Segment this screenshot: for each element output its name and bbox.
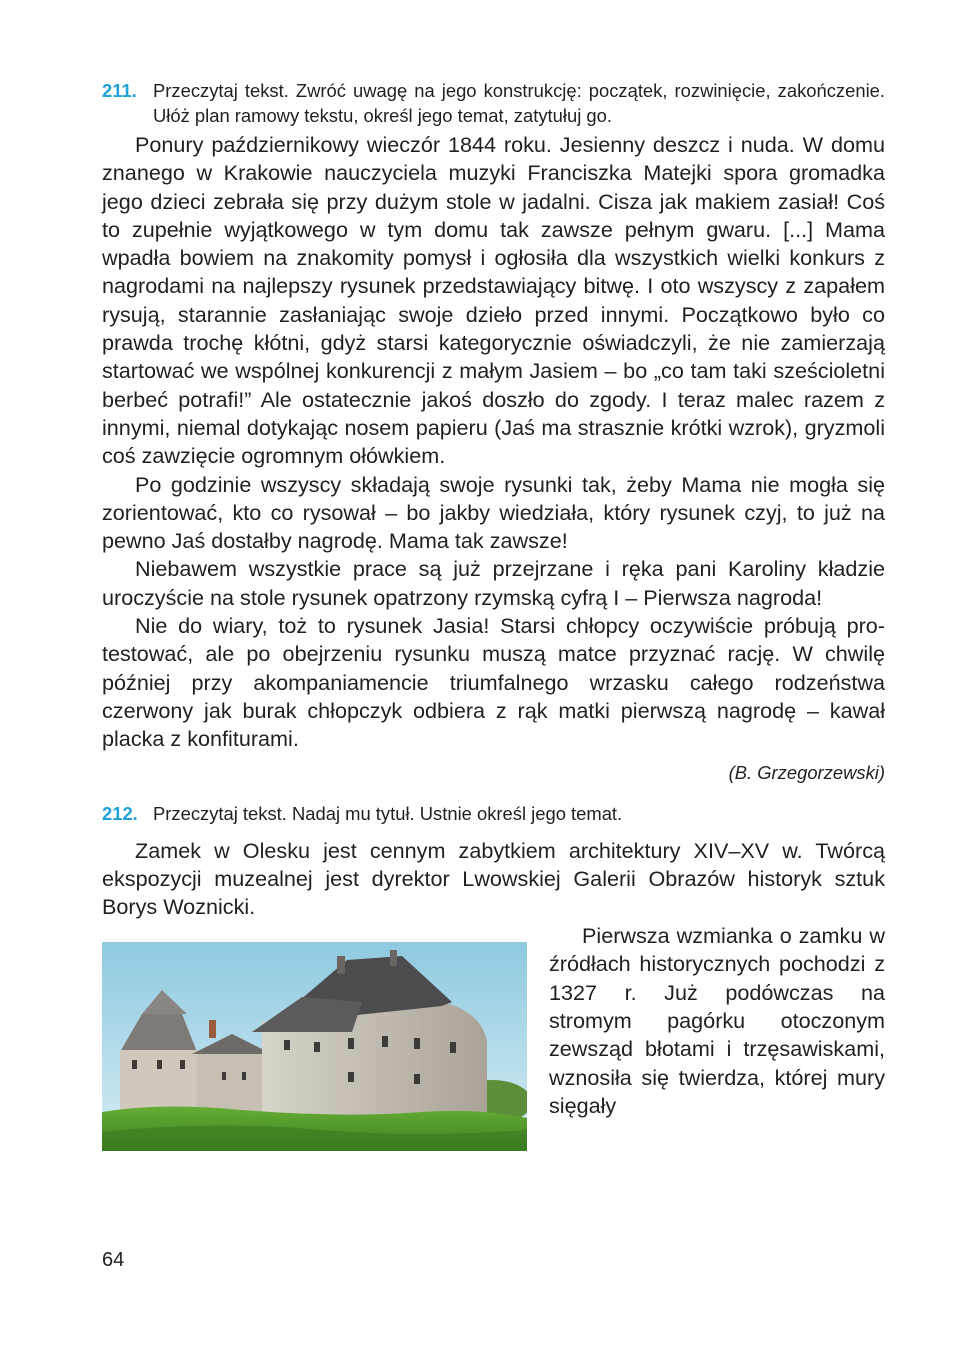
story-attribution: (B. Grzegorzewski): [728, 761, 885, 783]
task-instruction: Przeczytaj tekst. Zwróć uwagę na jego konstrukcję: początek, rozwinięcie, zakończenie. Ułóż plan ramowy tekstu, określ jego temat, zatytułuj go.: [153, 80, 885, 126]
castle-paragraph-2: Pierwsza wzmianka o zamku w źródłach historycznych pochodzi z 1327 r. Już podówczas na stromym pagórku otoczonym zewsząd błotami i trzęsawiskami, wznosiła się twierdza, której mury sięgały: [549, 922, 885, 1119]
task-212: [102, 801, 885, 826]
page-number: 64: [102, 1249, 125, 1271]
task-instruction: Przeczytaj tekst. Nadaj mu tytuł. Ustnie określ jego temat.: [153, 802, 623, 824]
task-number: 212.: [102, 802, 138, 824]
page-content: [102, 78, 885, 1155]
story-paragraph: Po godzinie wszyscy składają swoje rysunki tak, żeby Mama nie mogła się zorientować, kto co rysował – bo jakby wiedziała, który rysunek czyj, to już na pewno Jaś dostałby nagrodę. Mama tak zawsze!: [102, 471, 885, 554]
castle-paragraph-1: Zamek w Olesku jest cennym zabytkiem architektury XIV–XV w. Twórcą ekspozycji muzealnej jest dyrektor Lwowskiej Galerii Obrazów historyk sztuk Borys Woznicki.: [102, 837, 885, 920]
task-211: [102, 78, 885, 128]
story-paragraph: Niebawem wszystkie prace są już przejrzane i ręka pani Karoliny kładzie uroczyście na stole rysunek opatrzony rzymską cyfrą I – Pierwsza nagroda!: [102, 556, 885, 610]
castle-photo: [102, 942, 527, 1151]
story-paragraph: Ponury październikowy wieczór 1844 roku. Jesienny deszcz i nuda. W domu znanego w Krakowie nauczyciela muzyki Franciszka Matejki spora gromadka jego dzieci zebrała się przy dużym stole w jadalni. Cisza jak makiem zasiał! Coś to zupełnie wyjątkowego w tym domu tak zawsze pełnym gwaru. [...] Mama wpadła bowiem na znakomity pomysł i ogłosiła dla wszystkich wielki konkurs z nagrodami na najlepszy rysunek przedstawiający bitwę. I oto wszyscy z zapałem rysują, starannie zasłaniając swoje dzieło przed innymi. Początkowo było co prawda trochę kłótni, gdyż starsi kategorycznie oświadczyli, że nie zamierzają startować we wspólnej konkurencji z małym Jasiem – bo „co tam taki sześcioletni berbeć potrafi!” Ale ostatecznie jakoś doszło do zgody. I teraz malec razem z innymi, niemal dotykając nosem papieru (Jaś ma strasznie krótki wzrok), gryzmoli coś zawzięcie ogromnym ołówkiem.: [102, 132, 885, 469]
story-paragraph: Nie do wiary, toż to rysunek Jasia! Starsi chłopcy oczywiście próbują protestować, ale po obejrzeniu rysunku muszą matce przyznać rację. W chwilę później przy akompaniamencie triumfalnego wrzasku całego rodzeństwa czerwony jak burak chłopczyk odbiera z rąk matki pierwszą nagrodę – kawał placka z konfiturami.: [102, 613, 885, 752]
task-number: 211.: [102, 80, 137, 101]
story-text: [102, 131, 885, 754]
castle-text-section: [102, 837, 885, 1121]
